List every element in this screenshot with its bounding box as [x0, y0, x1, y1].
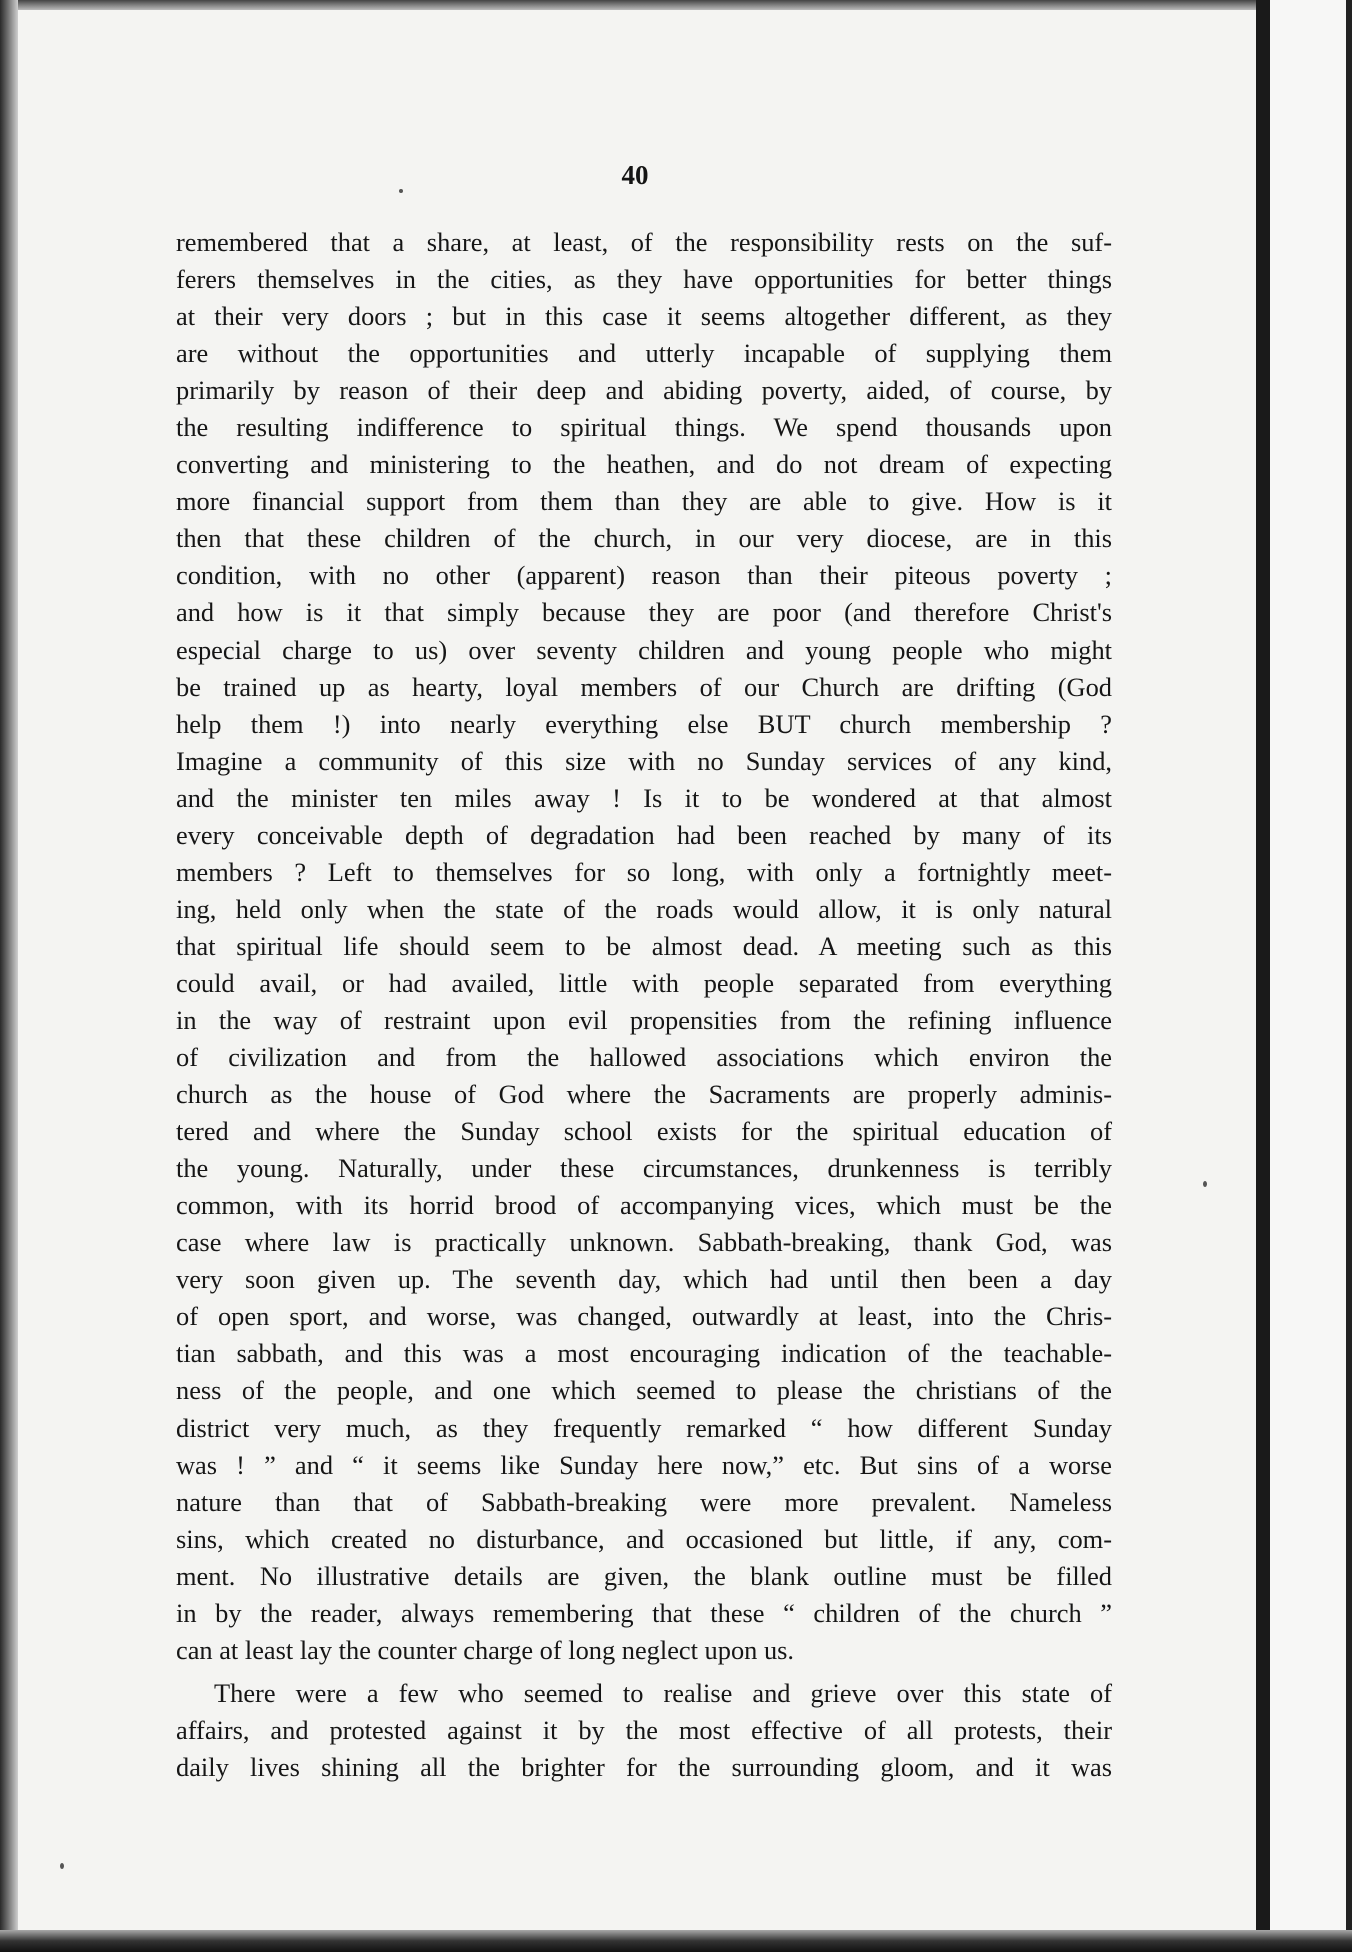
- text-line: and the minister ten miles away ! Is it to be wondered at that almost: [176, 782, 1112, 813]
- text-line: ness of the people, and one which seemed to please the christians of the: [176, 1375, 1112, 1406]
- text-line: every conceivable depth of degradation had been reached by many of its: [176, 819, 1112, 850]
- text-line: converting and ministering to the heathen, and do not dream of expecting: [176, 449, 1112, 480]
- text-line: help them !) into nearly everything else BUT church membership ?: [176, 708, 1112, 739]
- text-line: tered and where the Sunday school exists for the spiritual education of: [176, 1116, 1112, 1147]
- text-line: are without the opportunities and utterly incapable of supplying them: [176, 338, 1112, 369]
- body-text: [176, 224, 1112, 1786]
- paragraph: [176, 224, 1112, 1669]
- text-line: ing, held only when the state of the roads would allow, it is only natural: [176, 893, 1112, 924]
- text-line: at their very doors ; but in this case it seems altogether different, as they: [176, 301, 1112, 332]
- page-top-edge: [0, 0, 1352, 10]
- text-line: then that these children of the church, in our very diocese, are in this: [176, 523, 1112, 554]
- text-line: common, with its horrid brood of accompanying vices, which must be the: [176, 1190, 1112, 1221]
- text-line: was ! ” and “ it seems like Sunday here now,” etc. But sins of a worse: [176, 1449, 1112, 1480]
- scan-speck: [60, 1863, 64, 1869]
- text-line: very soon given up. The seventh day, which had until then been a day: [176, 1264, 1112, 1295]
- text-line: ment. No illustrative details are given, the blank outline must be filled: [176, 1560, 1112, 1591]
- text-line: sins, which created no disturbance, and occasioned but little, if any, com-: [176, 1523, 1112, 1554]
- text-line: There were a few who seemed to realise and grieve over this state of: [214, 1677, 1112, 1708]
- text-line: district very much, as they frequently remarked “ how different Sunday: [176, 1412, 1112, 1443]
- text-line: in the way of restraint upon evil propensities from the refining influence: [176, 1004, 1112, 1035]
- page-number: 40: [621, 160, 649, 190]
- text-line: remembered that a share, at least, of the responsibility rests on the suf-: [176, 227, 1112, 257]
- text-line: members ? Left to themselves for so long, with only a fortnightly meet-: [176, 856, 1112, 887]
- paragraph: [176, 1675, 1112, 1786]
- text-line: daily lives shining all the brighter for the surrounding gloom, and it was: [176, 1751, 1112, 1782]
- book-spine-edge: [0, 0, 18, 1952]
- text-line: primarily by reason of their deep and abiding poverty, aided, of course, by: [176, 375, 1112, 406]
- text-line: could avail, or had availed, little with people separated from everything: [176, 967, 1112, 998]
- text-line: the resulting indifference to spiritual things. We spend thousands upon: [176, 412, 1112, 443]
- text-line: more financial support from them than they are able to give. How is it: [176, 486, 1112, 517]
- adjacent-page-strip: [1256, 0, 1352, 1952]
- text-line: can at least lay the counter charge of long neglect upon us.: [176, 1634, 795, 1665]
- text-line: of open sport, and worse, was changed, outwardly at least, into the Chris-: [176, 1301, 1112, 1332]
- text-line: Imagine a community of this size with no Sunday services of any kind,: [176, 745, 1112, 776]
- text-line: condition, with no other (apparent) reason than their piteous poverty ;: [176, 560, 1112, 591]
- text-line: affairs, and protested against it by the most effective of all protests, their: [176, 1714, 1112, 1745]
- page-bottom-edge: [0, 1930, 1352, 1952]
- text-line: the young. Naturally, under these circumstances, drunkenness is terribly: [176, 1153, 1112, 1184]
- text-line: ferers themselves in the cities, as they have opportunities for better things: [176, 264, 1112, 295]
- text-line: case where law is practically unknown. Sabbath-breaking, thank God, was: [176, 1227, 1112, 1258]
- text-line: be trained up as hearty, loyal members of our Church are drifting (God: [176, 671, 1112, 702]
- text-line: tian sabbath, and this was a most encouraging indication of the teachable-: [176, 1338, 1112, 1369]
- text-line: and how is it that simply because they are poor (and therefore Christ's: [176, 597, 1112, 628]
- text-line: nature than that of Sabbath-breaking were more prevalent. Nameless: [176, 1486, 1112, 1517]
- text-line: of civilization and from the hallowed associations which environ the: [176, 1042, 1112, 1073]
- text-line: that spiritual life should seem to be almost dead. A meeting such as this: [176, 930, 1112, 961]
- right-scan-edge: [1346, 0, 1352, 1952]
- scan-speck: [1203, 1181, 1207, 1187]
- text-line: church as the house of God where the Sacraments are properly adminis-: [176, 1079, 1112, 1110]
- text-line: especial charge to us) over seventy children and young people who might: [176, 634, 1112, 665]
- text-line: in by the reader, always remembering that these “ children of the church ”: [176, 1597, 1112, 1628]
